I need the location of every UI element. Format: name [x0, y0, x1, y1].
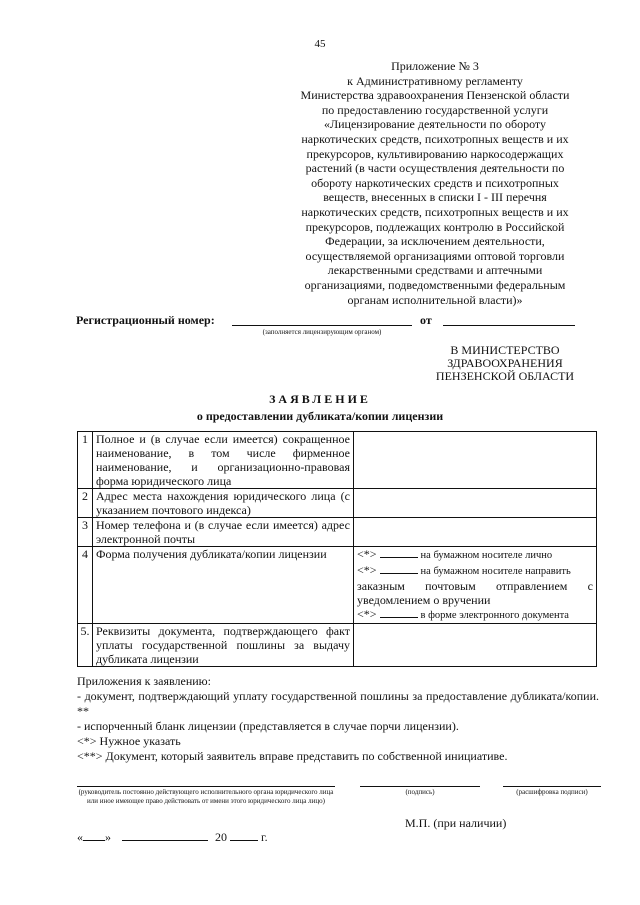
row-answer-cell[interactable] — [354, 518, 597, 547]
row-number: 3 — [78, 518, 93, 547]
row-answer-cell[interactable] — [354, 432, 597, 489]
footnote: <**> Документ, который заявитель вправе представить по собственной инициативе. — [77, 749, 508, 763]
option-paper-mail-continued: заказным почтовым отправлением с уведомлением о вручении — [357, 579, 593, 607]
year-suffix: г. — [261, 830, 268, 844]
addressee — [405, 344, 605, 383]
date-line — [77, 830, 268, 845]
document-subtitle: о предоставлении дубликата/копии лицензии — [196, 409, 444, 423]
table-row — [78, 432, 597, 489]
row-answer-cell[interactable] — [354, 489, 597, 518]
delivery-options-cell — [354, 547, 597, 624]
registration-number-field[interactable] — [232, 325, 412, 326]
application-table — [77, 431, 597, 667]
addressee-line: ЗДРАВООХРАНЕНИЯ — [447, 356, 563, 370]
head-signature-line[interactable] — [77, 786, 335, 787]
decoding-line[interactable] — [503, 786, 601, 787]
head-caption: (руководитель постоянно действующего исполнительного органа юридического лица или иное имеющее право действовать от имени этого юридического лица лицо) — [78, 788, 334, 805]
attachment-item: - документ, подтверждающий уплату государственной пошлины за предоставление дубликата/копии. ** — [77, 689, 599, 718]
attachments-section — [77, 674, 599, 764]
appendix-line: веществ, внесенных в списки I - III перечня — [323, 190, 547, 205]
row-question: Адрес места нахождения юридического лица (с указанием почтового индекса) — [93, 489, 354, 518]
document-title: ЗАЯВЛЕНИЕ — [269, 392, 371, 406]
appendix-line: «Лицензирование деятельности по обороту — [323, 117, 547, 132]
signature-line[interactable] — [360, 786, 480, 787]
option-label: на бумажном носителе лично — [420, 550, 553, 561]
option-paper-personal[interactable] — [357, 547, 593, 563]
registration-date-field[interactable] — [443, 325, 575, 326]
appendix-line: осуществляемой организациями оптовой торговли — [305, 248, 565, 263]
table-row — [78, 624, 597, 667]
appendix-line: к Административному регламенту — [347, 73, 523, 88]
table-row — [78, 518, 597, 547]
appendix-header — [285, 59, 585, 307]
addressee-line: ПЕНЗЕНСКОЙ ОБЛАСТИ — [435, 369, 575, 383]
attachment-item: - испорченный бланк лицензии (представляется в случае порчи лицензии). — [77, 719, 459, 733]
year-field[interactable] — [230, 831, 258, 841]
row-answer-cell[interactable] — [354, 624, 597, 667]
option-blank[interactable] — [380, 608, 418, 618]
row-number: 1 — [78, 432, 93, 489]
appendix-line: прекурсоров, культивированию наркосодержащих — [306, 146, 564, 161]
option-blank[interactable] — [380, 564, 418, 574]
registration-note: (заполняется лицензирующим органом) — [262, 328, 382, 336]
row-question: Форма получения дубликата/копии лицензии — [93, 547, 354, 624]
row-number: 4 — [78, 547, 93, 624]
table-row — [78, 489, 597, 518]
row-question: Реквизиты документа, подтверждающего факт уплаты государственной пошлины за выдачу дубликата лицензии — [93, 624, 354, 667]
registration-from-label: от — [420, 313, 432, 327]
option-paper-mail[interactable] — [357, 563, 593, 579]
row-question: Полное и (в случае если имеется) сокращенное наименование, в том числе фирменное наименование, и организационно-правовая форма юридического лица — [93, 432, 354, 489]
appendix-line: Приложение № 3 — [391, 59, 479, 73]
addressee-line: В МИНИСТЕРСТВО — [450, 343, 560, 357]
appendix-line: наркотических средств, психотропных веществ и их — [301, 131, 569, 146]
attachments-heading: Приложения к заявлению: — [77, 674, 211, 688]
option-mark: <*> — [357, 607, 377, 621]
appendix-line: Федерации, за исключением деятельности, — [325, 234, 545, 249]
date-open-quote: « — [77, 830, 83, 844]
stamp-place: М.П. (при наличии) — [405, 816, 507, 830]
appendix-line: растений (в части осуществления деятельности по — [305, 161, 565, 176]
year-prefix: 20 — [215, 830, 227, 844]
appendix-line: Министерства здравоохранения Пензенской области — [300, 88, 570, 103]
day-field[interactable] — [83, 831, 105, 841]
appendix-line: органам исполнительной власти)» — [347, 292, 523, 307]
row-number: 2 — [78, 489, 93, 518]
option-label: на бумажном носителе направить — [420, 566, 571, 577]
signature-caption: (подпись) — [405, 788, 435, 796]
appendix-line: лекарственными средствами и аптечными — [327, 263, 543, 278]
appendix-line: обороту наркотических средств и психотропных — [311, 175, 559, 190]
row-question: Номер телефона и (в случае если имеется) адрес электронной почты — [93, 518, 354, 547]
date-close-quote: » — [105, 830, 111, 844]
option-blank[interactable] — [380, 548, 418, 558]
option-electronic[interactable] — [357, 607, 593, 623]
appendix-line: наркотических средств, психотропных веществ и их — [301, 204, 569, 219]
option-mark: <*> — [357, 563, 377, 577]
page-number: 45 — [314, 38, 326, 50]
registration-number-label: Регистрационный номер: — [76, 313, 215, 327]
appendix-line: по предоставлению государственной услуги — [321, 102, 549, 117]
month-field[interactable] — [122, 831, 208, 841]
option-label: в форме электронного документа — [420, 610, 569, 621]
appendix-line: прекурсоров, подлежащих контролю в Российской — [305, 219, 565, 234]
appendix-line: организациями, подведомственными федеральным — [304, 277, 566, 292]
row-number: 5. — [78, 624, 93, 667]
decoding-caption: (расшифровка подписи) — [516, 788, 588, 796]
option-mark: <*> — [357, 547, 377, 561]
table-row — [78, 547, 597, 624]
footnote: <*> Нужное указать — [77, 734, 181, 748]
